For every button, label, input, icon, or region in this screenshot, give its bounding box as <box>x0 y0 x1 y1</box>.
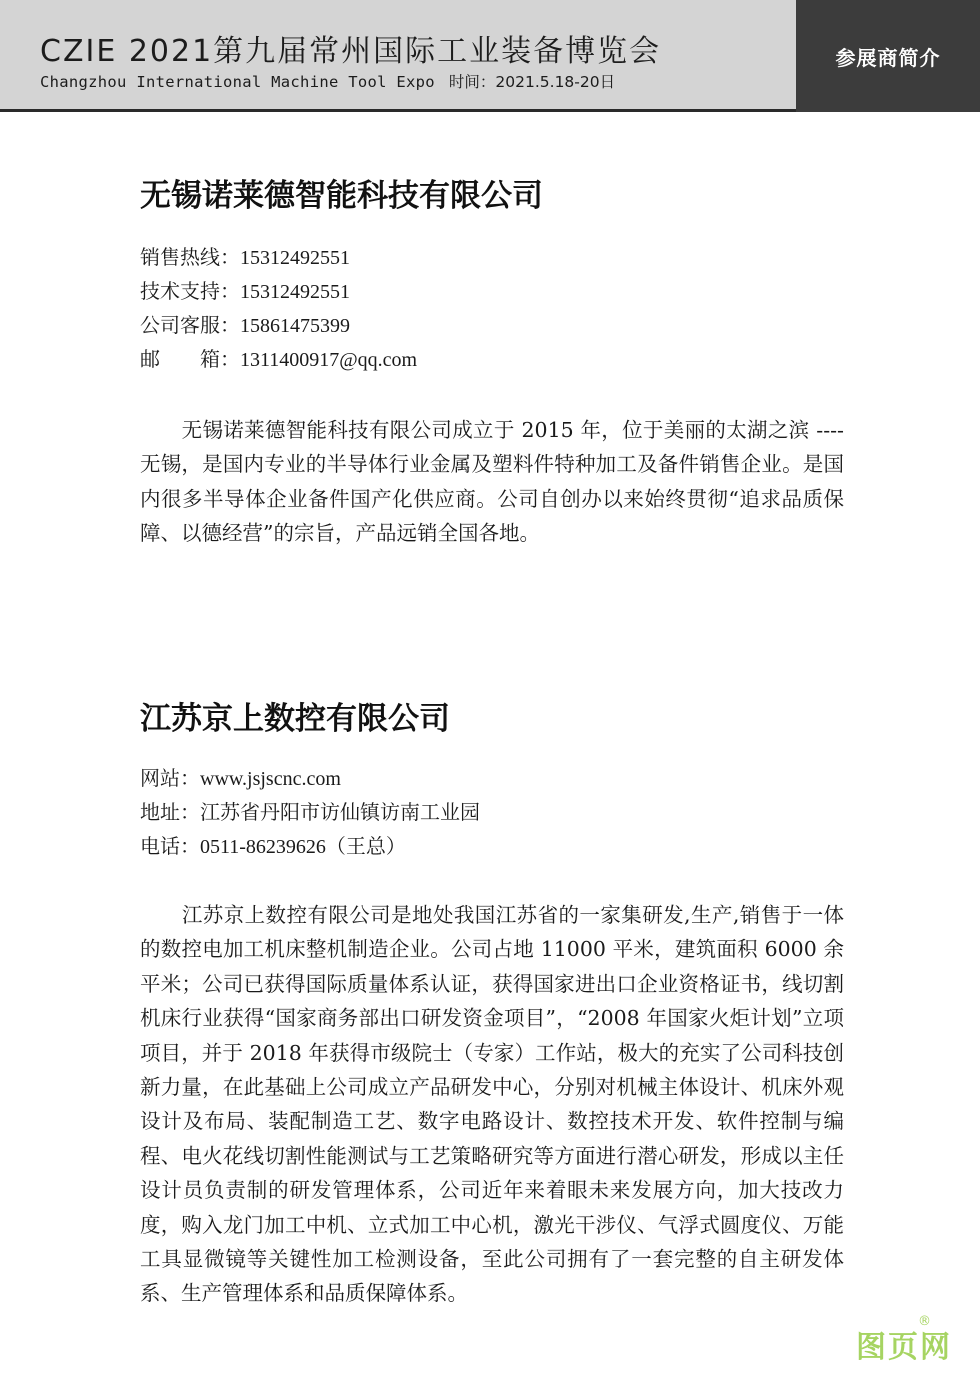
company-description: 江苏京上数控有限公司是地处我国江苏省的一家集研发,生产,销售于一体的数控电加工机床整机制造企业。公司占地 11000 平米，建筑面积 6000 余平米；公司已获得国际质量体系认证，获得国家进出口企业资格证书，线切割机床行业获得“国家商务部出口研发资金项目”，“2008 年国家火炬计划”立项项目，并于 2018 年获得市级院士（专家）工作站，极大的充实了公司科技创新力量，在此基础上公司成立产品研发中心，分别对机械主体设计、机床外观设计及布局、装配制造工艺、数字电路设计、数控技术开发、软件控制与编程、电火花线切割性能测试与工艺策略研究等方面进行潜心研发，形成以主任设计员负责制的研发管理体系，公司近年来着眼未来发展方向，加大技改力度，购入龙门加工中机、立式加工中心机，激光干涉仪、气浮式圆度仪、万能工具显微镜等关键性加工检测设备，至此公司拥有了一套完整的自主研发体系、生产管理体系和品质保障体系。 <box>140 903 844 1306</box>
contact-label: 电话： <box>140 834 200 858</box>
contact-row <box>140 795 480 830</box>
contact-label: 技术支持： <box>140 279 240 303</box>
contact-value: 江苏省丹阳市访仙镇访南工业园 <box>200 802 480 824</box>
contact-value: 0511-86239626（王总） <box>200 836 406 858</box>
section-tab: 参展商简介 <box>796 0 980 112</box>
expo-subtitle-en: Changzhou International Machine Tool Expo <box>40 73 435 91</box>
watermark-logo: 图页网 <box>856 1330 952 1365</box>
contact-value: 15312492551 <box>240 281 350 303</box>
expo-title: CZIE 2021第九届常州国际工业装备博览会 <box>40 34 662 69</box>
contact-label: 公司客服： <box>140 313 240 337</box>
page-header <box>0 0 980 112</box>
contact-label: 网站： <box>140 766 200 790</box>
contact-row <box>140 240 350 275</box>
expo-date: 时间：2021.5.18-20日 <box>448 73 616 91</box>
contact-label: 地址： <box>140 800 200 824</box>
contact-label: 销售热线： <box>140 245 240 269</box>
contact-row <box>140 274 350 309</box>
company-description: 无锡诺莱德智能科技有限公司成立于 2015 年，位于美丽的太湖之滨 ---- 无锡，是国内专业的半导体行业金属及塑料件特种加工及备件销售企业。是国内很多半导体企业备件国产化供应商。公司自创办以来始终贯彻“追求品质保障、以德经营”的宗旨，产品远销全国各地。 <box>140 418 844 546</box>
company-name: 无锡诺莱德智能科技有限公司 <box>140 178 543 214</box>
contact-row <box>140 761 341 796</box>
contact-row <box>140 342 417 377</box>
contact-row <box>140 829 406 864</box>
contact-row <box>140 308 350 343</box>
registered-mark: ® <box>918 1314 931 1329</box>
expo-subtitle <box>40 70 615 92</box>
contact-value: 15861475399 <box>240 315 350 337</box>
contact-value: 1311400917@qq.com <box>240 349 418 371</box>
contact-label: 邮 箱： <box>140 347 240 371</box>
contact-value: www.jsjscnc.com <box>200 768 341 790</box>
contact-value: 15312492551 <box>240 247 350 269</box>
company-name: 江苏京上数控有限公司 <box>140 701 450 737</box>
